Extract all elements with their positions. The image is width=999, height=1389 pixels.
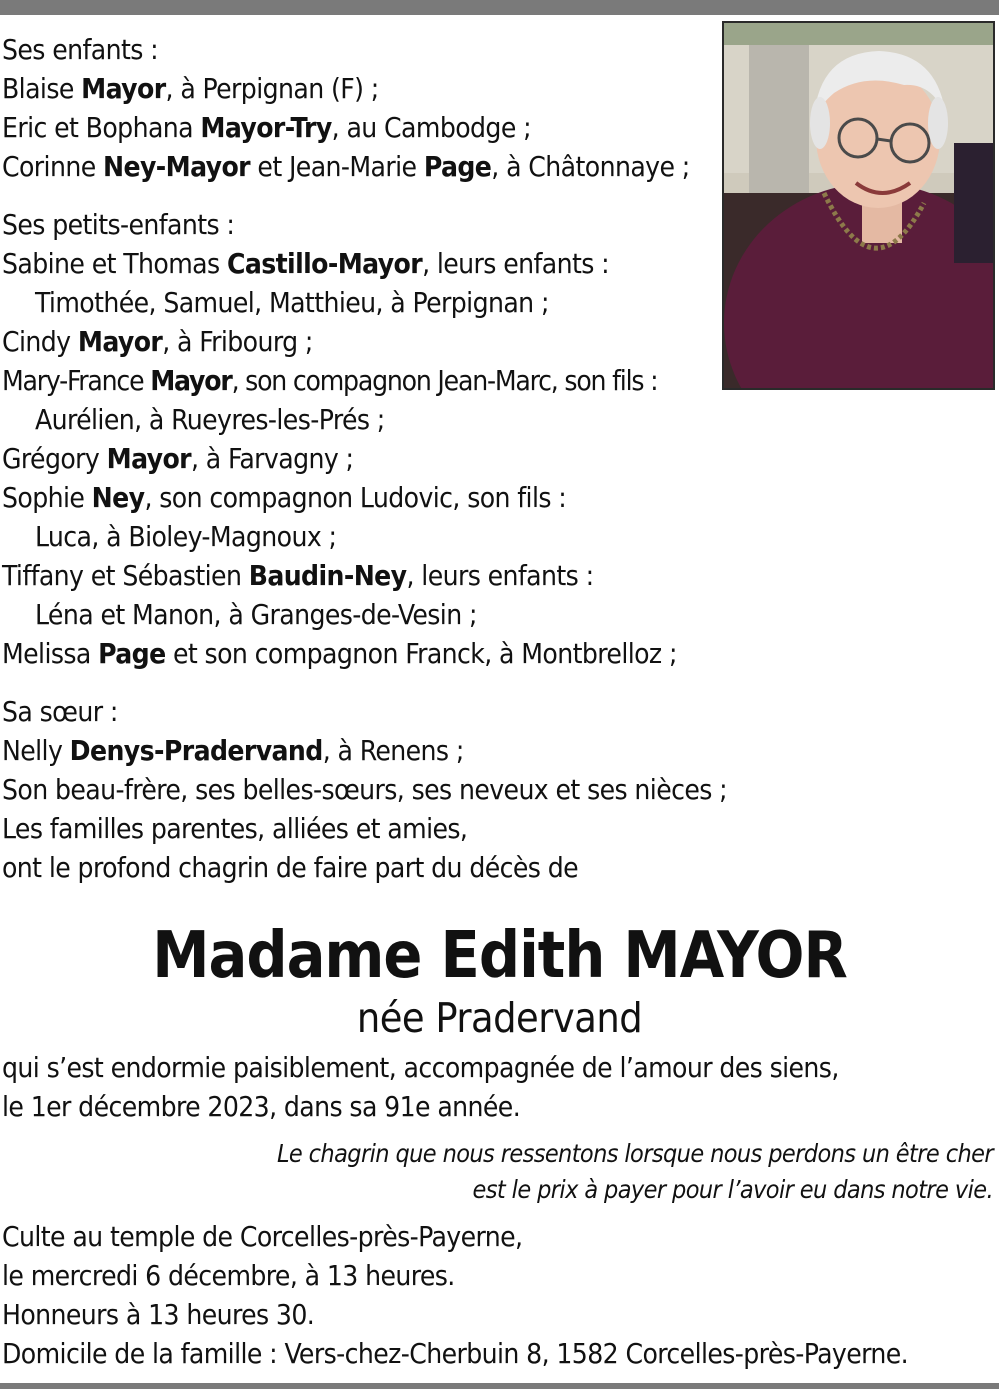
surname: Ney	[91, 481, 145, 514]
bottom-rule	[0, 1383, 999, 1389]
text: Grégory	[2, 442, 107, 475]
children-heading: Ses enfants :	[2, 33, 159, 66]
text: Tiffany et Sébastien	[2, 559, 249, 592]
death-line: qui s’est endormie paisiblement, accompagnée de l’amour des siens,	[2, 1051, 839, 1084]
surname: Mayor	[77, 325, 163, 358]
grandchild-line	[2, 322, 992, 361]
grandchild-line	[2, 439, 992, 478]
text: Cindy	[2, 325, 78, 358]
quote-line: Le chagrin que nous ressentons lorsque nous perdons un être cher	[276, 1139, 993, 1168]
surname: Castillo-Mayor	[226, 247, 423, 280]
surname: Mayor	[81, 72, 166, 105]
grandchild-line	[2, 634, 992, 673]
great-grandchildren-line: Timothée, Samuel, Matthieu, à Perpignan ;	[35, 286, 549, 319]
deceased-name: Madame Edith MAYOR	[152, 919, 847, 993]
grandchildren-heading: Ses petits-enfants :	[2, 208, 235, 241]
great-grandchildren-line: Luca, à Bioley-Magnoux ;	[35, 520, 337, 553]
deceased-block	[0, 918, 999, 1042]
text: et Jean-Marie	[250, 150, 424, 183]
ceremony-line: le mercredi 6 décembre, à 13 heures.	[2, 1259, 455, 1292]
text: Blaise	[2, 72, 82, 105]
text: Sophie	[2, 481, 92, 514]
sister-heading: Sa sœur :	[2, 695, 118, 728]
text: , à Châtonnaye ;	[491, 150, 690, 183]
child-line	[2, 108, 992, 147]
grandchild-line	[2, 361, 992, 400]
child-line	[2, 69, 992, 108]
text: Melissa	[2, 637, 99, 670]
text: , leurs enfants :	[406, 559, 594, 592]
text: , son compagnon Jean-Marc, son fils :	[231, 364, 658, 397]
announcement-line: ont le profond chagrin de faire part du décès de	[2, 851, 579, 884]
top-rule	[0, 0, 999, 15]
grandchild-line	[2, 478, 992, 517]
child-line	[2, 147, 992, 186]
relatives-line: Les familles parentes, alliées et amies,	[2, 812, 468, 845]
text: Eric et Bophana	[2, 111, 201, 144]
family-list	[2, 30, 992, 887]
surname: Page	[423, 150, 492, 183]
quote	[277, 1136, 993, 1208]
text: Sabine et Thomas	[2, 247, 227, 280]
quote-line: est le prix à payer pour l’avoir eu dans notre vie.	[472, 1175, 993, 1204]
grandchild-line	[2, 244, 992, 283]
grandchild-line	[2, 556, 992, 595]
surname: Denys-Pradervand	[69, 734, 323, 767]
text: , à Perpignan (F) ;	[165, 72, 379, 105]
text: , à Fribourg ;	[162, 325, 313, 358]
text: , à Farvagny ;	[191, 442, 354, 475]
surname: Mayor	[150, 364, 232, 397]
text: , son compagnon Ludovic, son fils :	[144, 481, 567, 514]
maiden-name: née Pradervand	[356, 994, 643, 1042]
ceremony-details	[2, 1217, 997, 1373]
text: Corinne	[2, 150, 103, 183]
great-grandchildren-line: Aurélien, à Rueyres-les-Prés ;	[35, 403, 385, 436]
surname: Baudin-Ney	[248, 559, 407, 592]
surname: Ney-Mayor	[103, 150, 251, 183]
ceremony-line: Culte au temple de Corcelles-près-Payerne,	[2, 1220, 523, 1253]
surname: Mayor-Try	[200, 111, 332, 144]
text: , à Renens ;	[322, 734, 464, 767]
text: Mary-France	[2, 364, 151, 397]
relatives-line: Son beau-frère, ses belles-sœurs, ses neveux et ses nièces ;	[2, 773, 728, 806]
sister-line	[2, 731, 992, 770]
death-details	[2, 1048, 992, 1126]
text: , leurs enfants :	[422, 247, 610, 280]
surname: Mayor	[106, 442, 191, 475]
text: Nelly	[2, 734, 70, 767]
text: , au Cambodge ;	[331, 111, 532, 144]
death-date-line: le 1er décembre 2023, dans sa 91e année.	[2, 1090, 521, 1123]
great-grandchildren-line: Léna et Manon, à Granges-de-Vesin ;	[35, 598, 477, 631]
text: et son compagnon Franck, à Montbrelloz ;	[165, 637, 677, 670]
family-address-line: Domicile de la famille : Vers-chez-Cherbuin 8, 1582 Corcelles-près-Payerne.	[2, 1337, 909, 1370]
ceremony-line: Honneurs à 13 heures 30.	[2, 1298, 315, 1331]
surname: Page	[98, 637, 166, 670]
